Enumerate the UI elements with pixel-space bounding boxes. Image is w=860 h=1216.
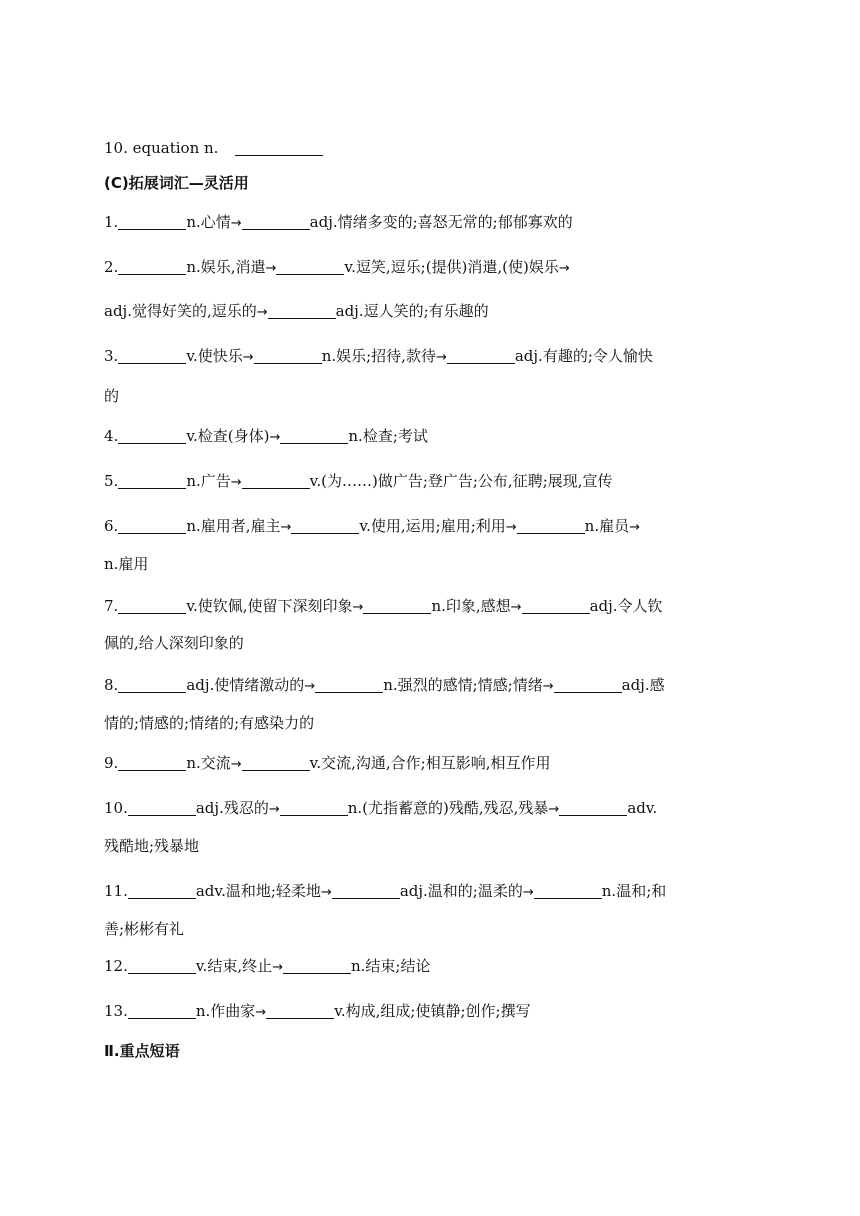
vocab-item (104, 674, 754, 696)
continuation-line (104, 632, 754, 654)
arrow-icon: → (242, 350, 254, 365)
continuation-line (104, 835, 754, 857)
item-definition: n.雇用者,雇主 (186, 517, 281, 535)
answer-blank[interactable] (559, 799, 627, 816)
answer-blank[interactable] (118, 213, 186, 230)
answer-blank[interactable] (118, 517, 186, 534)
answer-blank[interactable] (517, 517, 585, 534)
item-definition: v.使钦佩,使留下深刻印象 (186, 597, 353, 615)
item-definition: n.结束;结论 (351, 957, 431, 975)
arrow-icon: → (272, 960, 283, 975)
item-definition: v.结束,终止 (195, 957, 273, 975)
answer-blank[interactable] (534, 882, 602, 899)
answer-blank[interactable] (235, 139, 323, 156)
answer-blank[interactable] (128, 799, 196, 816)
item-definition: 残酷地;残暴地 (104, 837, 200, 855)
vocab-item (104, 880, 754, 902)
arrow-icon: → (510, 600, 522, 615)
item-definition: n.强烈的感情;情感;情绪 (383, 676, 543, 694)
item-definition: n.雇用 (104, 555, 149, 573)
answer-blank[interactable] (554, 676, 622, 693)
answer-blank[interactable] (268, 302, 336, 319)
answer-blank[interactable] (242, 213, 310, 230)
item-definition: n.(尤指蓄意的)残酷,残忍,残暴 (347, 799, 549, 817)
arrow-icon: → (230, 475, 242, 490)
item-number: 2. (104, 258, 119, 276)
item-number: 5. (104, 472, 119, 490)
answer-blank[interactable] (128, 1002, 196, 1019)
answer-blank[interactable] (447, 347, 515, 364)
vocab-item (104, 425, 754, 447)
item-number: 9. (104, 754, 119, 772)
answer-blank[interactable] (291, 517, 359, 534)
arrow-icon: → (255, 1005, 267, 1020)
answer-blank[interactable] (118, 754, 186, 771)
arrow-icon: → (269, 430, 281, 445)
arrow-icon: → (352, 600, 364, 615)
arrow-icon: → (304, 679, 316, 694)
section-heading: Ⅱ.重点短语 (104, 1042, 180, 1060)
arrow-icon: → (230, 757, 242, 772)
item-definition: adj.残忍的 (195, 799, 269, 817)
continuation-line (104, 712, 754, 734)
answer-blank[interactable] (315, 676, 383, 693)
item-definition: 情的;情感的;情绪的;有感染力的 (104, 714, 315, 732)
answer-blank[interactable] (118, 427, 186, 444)
vocab-item (104, 595, 754, 617)
item-definition: n.广告 (186, 472, 231, 490)
item-definition: v.构成,组成;使镇静;创作;撰写 (334, 1002, 531, 1020)
vocab-item (104, 752, 754, 774)
item-definition: adj.情绪多变的;喜怒无常的;郁郁寡欢的 (309, 213, 573, 231)
item-definition: adj.使情绪激动的 (186, 676, 305, 694)
item-definition: 佩的,给人深刻印象的 (104, 634, 244, 652)
arrow-icon: → (265, 261, 277, 276)
item-number: 6. (104, 517, 119, 535)
item-definition: n.印象,感想 (431, 597, 511, 615)
item-definition: adj.令人钦 (589, 597, 663, 615)
item-definition: v.交流,沟通,合作;相互影响,相互作用 (309, 754, 551, 772)
answer-blank[interactable] (128, 882, 196, 899)
item-definition: n.温和;和 (601, 882, 667, 900)
arrow-icon: → (256, 305, 268, 320)
item-definition: n.雇员 (584, 517, 630, 535)
item-number: 4. (104, 427, 119, 445)
item-definition: adj.感 (621, 676, 665, 694)
continuation-line (104, 553, 754, 575)
item-definition: adv.温和地;轻柔地 (195, 882, 321, 900)
continuation-line (104, 385, 754, 407)
item-number: 11. (104, 882, 128, 900)
item-text: equation n. (127, 139, 224, 157)
answer-blank[interactable] (118, 472, 186, 489)
answer-blank[interactable] (254, 347, 322, 364)
item-number: 13. (104, 1002, 128, 1020)
answer-blank[interactable] (280, 427, 348, 444)
answer-blank[interactable] (276, 258, 344, 275)
answer-blank[interactable] (522, 597, 590, 614)
item-definition: adj.觉得好笑的,逗乐的 (104, 302, 257, 320)
answer-blank[interactable] (283, 957, 351, 974)
vocab-item (104, 137, 754, 159)
answer-blank[interactable] (242, 472, 310, 489)
answer-blank[interactable] (266, 1002, 334, 1019)
vocab-item (104, 345, 754, 367)
item-definition: 的 (104, 387, 120, 405)
item-definition: adj.逗人笑的;有乐趣的 (335, 302, 489, 320)
item-definition: adj.温和的;温柔的 (399, 882, 523, 900)
arrow-icon: → (558, 261, 570, 276)
arrow-icon: → (280, 520, 292, 535)
continuation-line (104, 300, 754, 322)
item-definition: n.娱乐,消遣 (186, 258, 266, 276)
item-definition: n.交流 (186, 754, 231, 772)
item-number: 3. (104, 347, 119, 365)
item-definition: adv. (627, 799, 658, 817)
item-number: 8. (104, 676, 119, 694)
item-definition: n.心情 (186, 213, 231, 231)
continuation-line (104, 918, 754, 940)
item-definition: v.(为……)做广告;登广告;公布,征聘;展现,宣传 (309, 472, 613, 490)
arrow-icon: → (435, 350, 447, 365)
arrow-icon: → (230, 216, 242, 231)
answer-blank[interactable] (242, 754, 310, 771)
answer-blank[interactable] (280, 799, 348, 816)
vocab-item (104, 955, 754, 977)
item-definition: n.检查;考试 (348, 427, 428, 445)
arrow-icon: → (268, 802, 280, 817)
item-definition: v.逗笑,逗乐;(提供)消遣,(使)娱乐 (344, 258, 559, 276)
item-number: 1. (104, 213, 119, 231)
arrow-icon: → (320, 885, 332, 900)
item-definition: 善;彬彬有礼 (104, 920, 185, 938)
item-definition: n.娱乐;招待,款待 (321, 347, 436, 365)
answer-blank[interactable] (118, 347, 186, 364)
item-number: 12. (104, 957, 128, 975)
arrow-icon: → (548, 802, 560, 817)
item-definition: v.使快乐 (186, 347, 243, 365)
answer-blank[interactable] (118, 676, 186, 693)
item-definition: adj.有趣的;令人愉快 (514, 347, 653, 365)
vocab-item (104, 256, 754, 278)
vocab-item (104, 470, 754, 492)
section-heading: (C)拓展词汇—灵活用 (104, 174, 249, 192)
answer-blank[interactable] (128, 957, 196, 974)
answer-blank[interactable] (118, 597, 186, 614)
arrow-icon: → (629, 520, 641, 535)
item-definition: v.检查(身体) (186, 427, 270, 445)
item-number: 7. (104, 597, 119, 615)
vocab-item (104, 797, 754, 819)
vocab-item (104, 515, 754, 537)
answer-blank[interactable] (118, 258, 186, 275)
answer-blank[interactable] (363, 597, 431, 614)
item-definition: n.作曲家 (195, 1002, 256, 1020)
arrow-icon: → (505, 520, 517, 535)
answer-blank[interactable] (332, 882, 400, 899)
item-number: 10. (104, 799, 128, 817)
arrow-icon: → (542, 679, 554, 694)
arrow-icon: → (522, 885, 534, 900)
item-definition: v.使用,运用;雇用;利用 (359, 517, 506, 535)
vocab-item (104, 1000, 754, 1022)
item-number: 10. (104, 139, 128, 157)
vocab-item (104, 211, 754, 233)
